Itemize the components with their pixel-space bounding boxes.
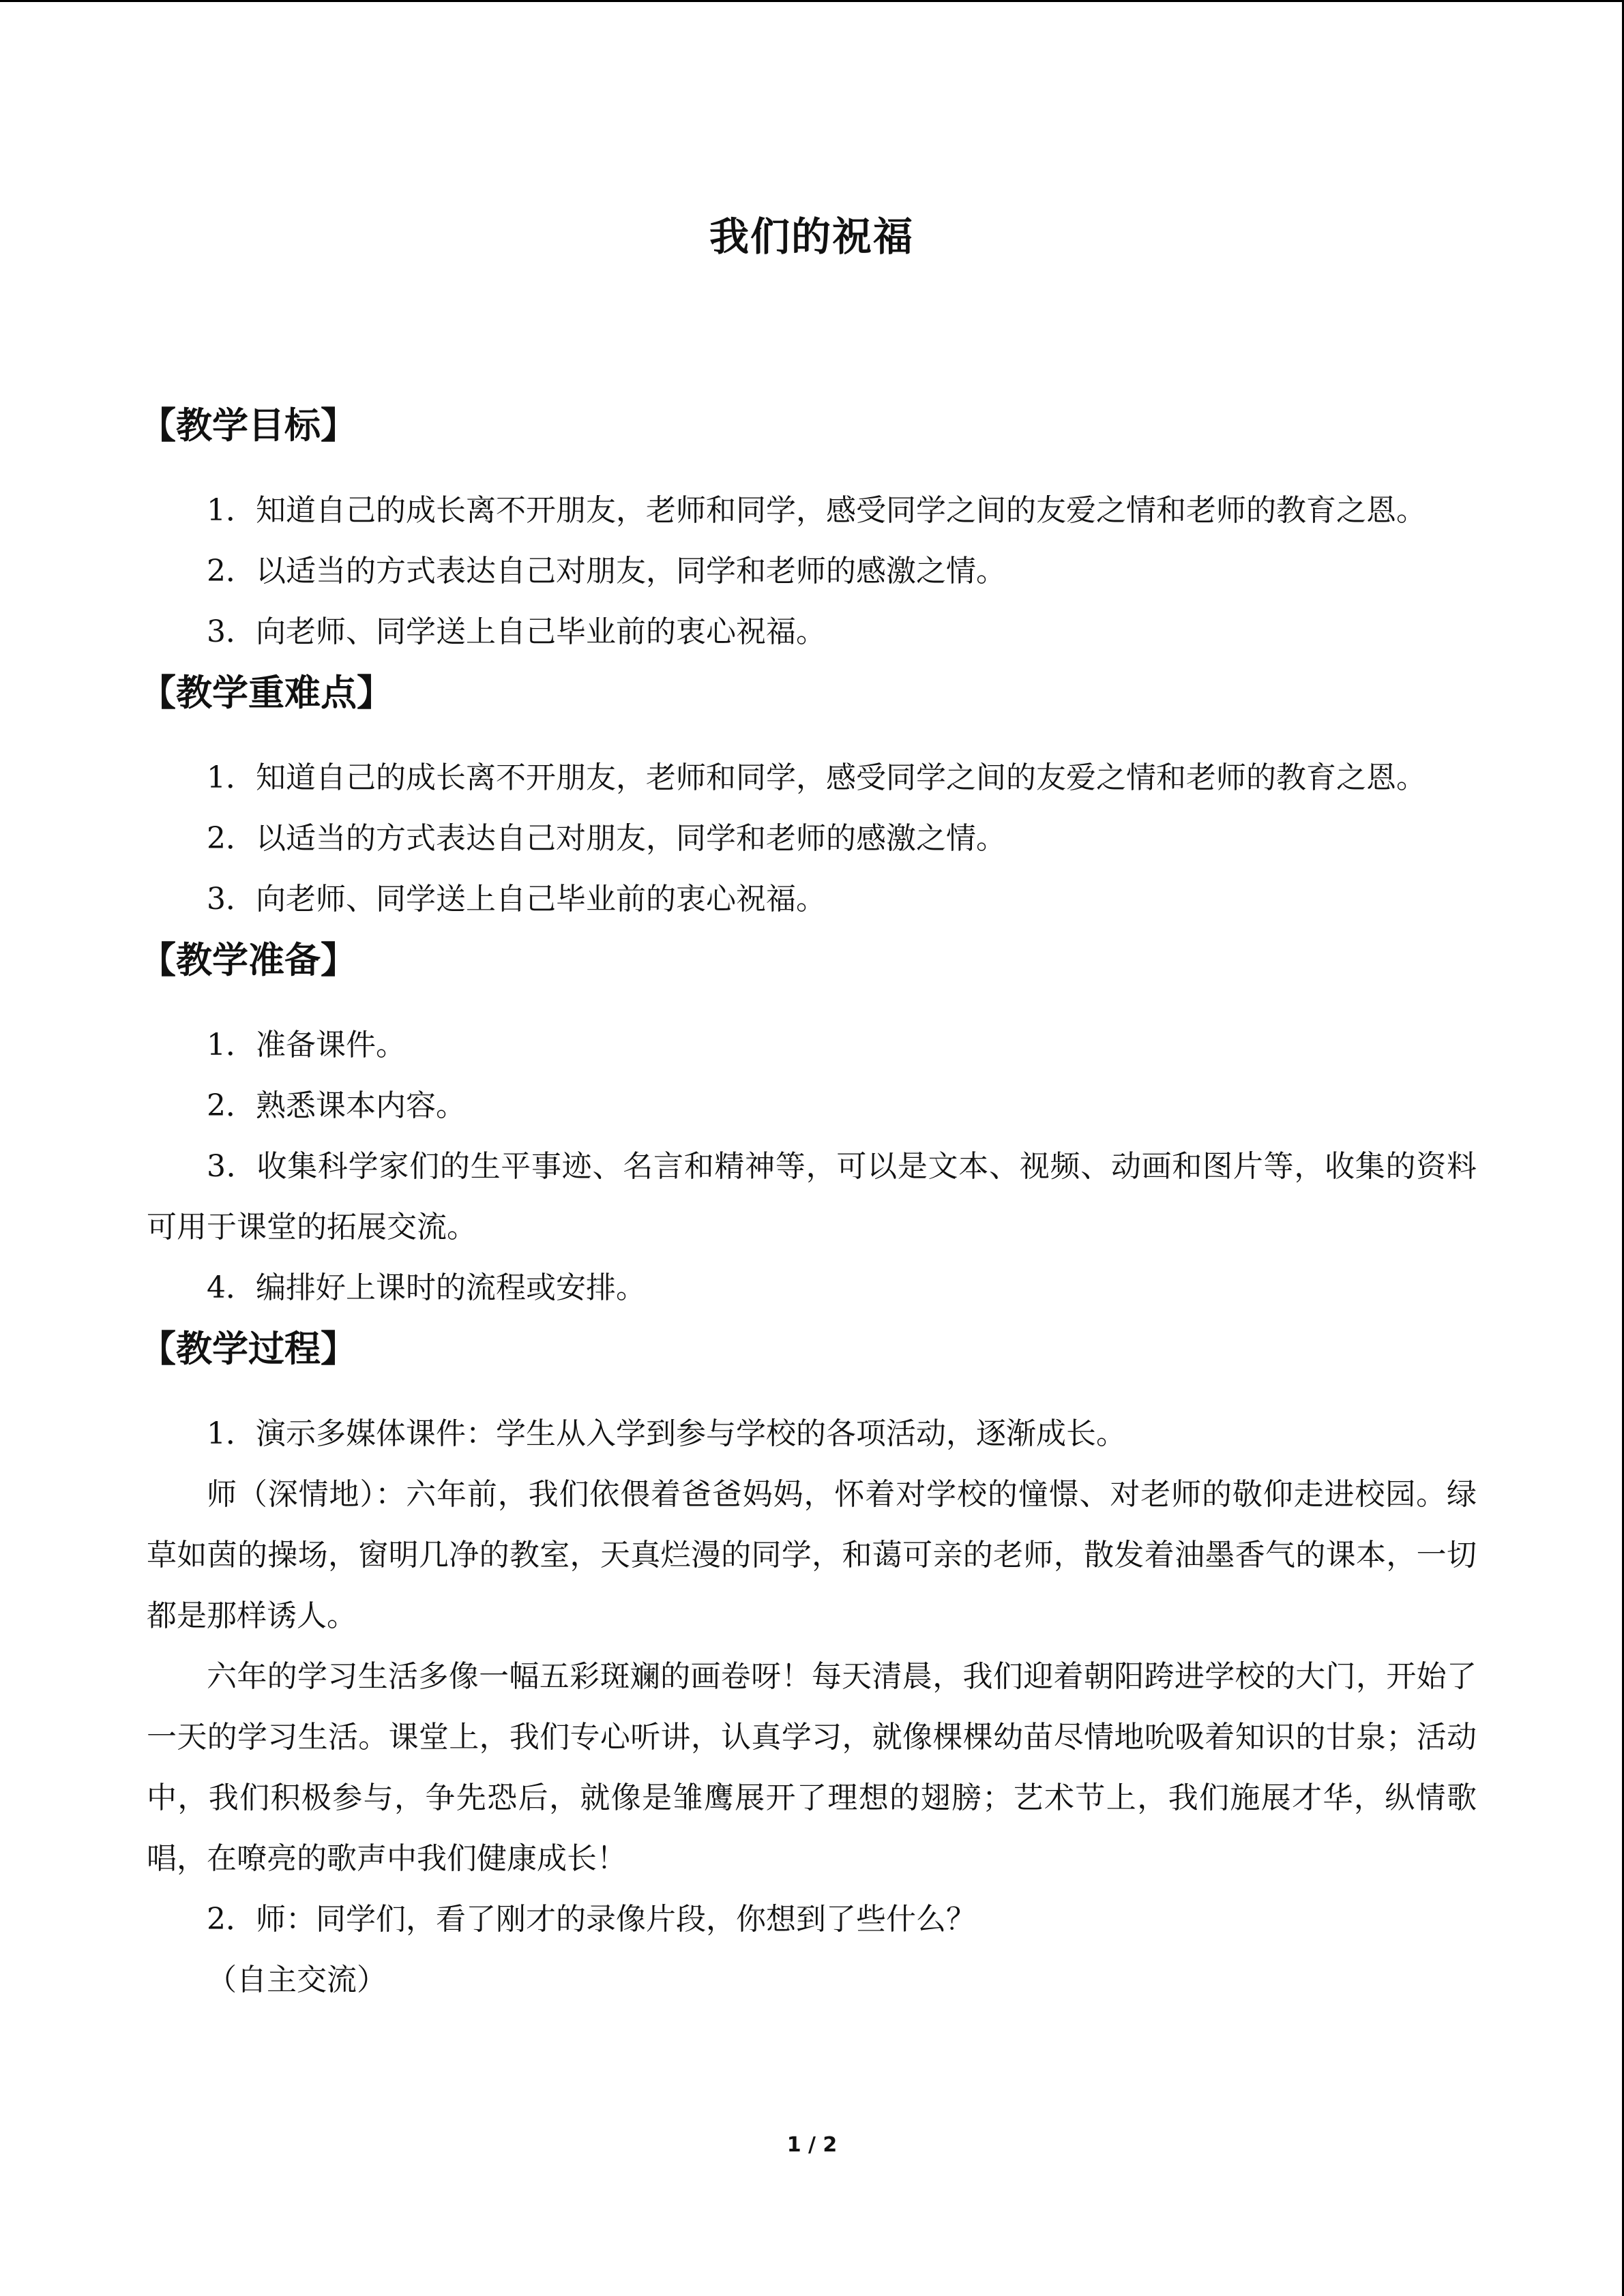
- paragraph: （自主交流）: [207, 1963, 387, 1997]
- section-heading-key-points: 【教学重难点】: [140, 672, 393, 714]
- paragraph: 1．演示多媒体课件：学生从入学到参与学校的各项活动，逐渐成长。: [207, 1416, 1126, 1451]
- section-key-points: [140, 662, 1477, 929]
- paragraph: 1．准备课件。: [207, 1028, 406, 1062]
- paragraph: 师（深情地）：六年前，我们依偎着爸爸妈妈，怀着对学校的憧憬、对老师的敬仰走进校园。绿草如茵的操场，窗明几净的教室，天真烂漫的同学，和蔼可亲的老师，散发着油墨香气的课本，一切都是那样诱人。: [147, 1477, 1477, 1633]
- page-number: 1 / 2: [786, 2133, 838, 2157]
- section-goals: [140, 395, 1477, 662]
- section-heading-process: 【教学过程】: [140, 1328, 357, 1370]
- paragraph: 3．向老师、同学送上自己毕业前的衷心祝福。: [207, 882, 826, 916]
- paragraph: 3．收集科学家们的生平事迹、名言和精神等，可以是文本、视频、动画和图片等，收集的资料可用于课堂的拓展交流。: [147, 1149, 1477, 1244]
- paragraph: 2．熟悉课本内容。: [207, 1088, 466, 1123]
- paragraph: 1．知道自己的成长离不开朋友，老师和同学，感受同学之间的友爱之情和老师的教育之恩。: [207, 493, 1426, 528]
- section-process: [140, 1318, 1477, 2010]
- page-border-top: [0, 0, 1624, 2]
- paragraph: 1．知道自己的成长离不开朋友，老师和同学，感受同学之间的友爱之情和老师的教育之恩。: [207, 760, 1426, 795]
- section-preparation: [140, 929, 1477, 1318]
- paragraph: 六年的学习生活多像一幅五彩斑斓的画卷呀！每天清晨，我们迎着朝阳跨进学校的大门，开始了一天的学习生活。课堂上，我们专心听讲，认真学习，就像棵棵幼苗尽情地吮吸着知识的甘泉；活动中，我们积极参与，争先恐后，就像是雏鹰展开了理想的翅膀；艺术节上，我们施展才华，纵情歌唱，在嘹亮的歌声中我们健康成长！: [147, 1659, 1477, 1876]
- paragraph: 2．师：同学们，看了刚才的录像片段，你想到了些什么？: [207, 1902, 976, 1937]
- paragraph: 4．编排好上课时的流程或安排。: [207, 1270, 646, 1305]
- paragraph: 3．向老师、同学送上自己毕业前的衷心祝福。: [207, 614, 826, 649]
- section-heading-goals: 【教学目标】: [140, 404, 357, 447]
- paragraph: 2．以适当的方式表达自己对朋友，同学和老师的感激之情。: [207, 554, 1006, 588]
- document-page: [140, 205, 1477, 2010]
- section-heading-preparation: 【教学准备】: [140, 939, 357, 981]
- paragraph: 2．以适当的方式表达自己对朋友，同学和老师的感激之情。: [207, 821, 1006, 856]
- document-title: 我们的祝福: [709, 213, 914, 260]
